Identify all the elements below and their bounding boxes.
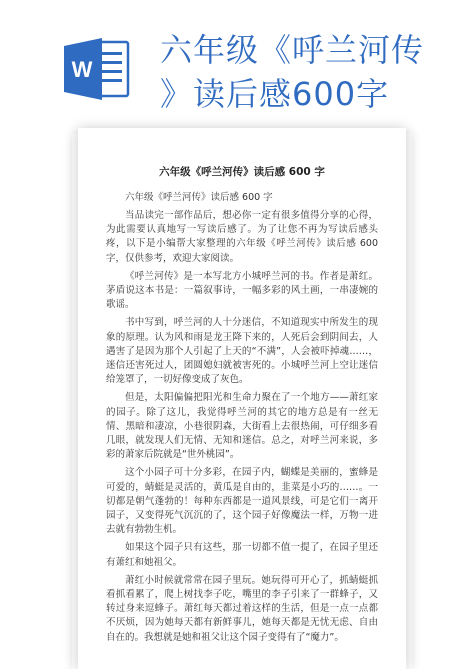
document-title: 六年级《呼兰河传》读后感 600 字 bbox=[159, 166, 325, 178]
paragraph: 这个小园子可十分多彩，在园子内，蝴蝶是美丽的，蜜蜂是可爱的，蜻蜓是灵活的，黄瓜是自由的，韭菜是小巧的……。一切都是朝气蓬勃的！每种东西都是一道风景线，可是它们一离开园子，又变得死气沉沉的了，这个园子好像魔法一样，万物一进去就有勃勃生机。 bbox=[106, 467, 378, 536]
document-subhead: 六年级《呼兰河传》读后感 600 字 bbox=[125, 192, 273, 203]
paragraph: 《呼兰河传》是一本写北方小城呼兰河的书。作者是萧红。茅盾说这本书是：一篇叙事诗，一幅多彩的风土画，一串凄婉的歌谣。 bbox=[106, 270, 378, 311]
banner-title-line-2: 》读后感600字 bbox=[160, 75, 390, 113]
paragraph: 当品读完一部作品后，想必你一定有很多值得分享的心得，为此需要认真地写一写读后感了。为了让您不再为写读后感头疼，以下是小编帮大家整理的六年级《呼兰河传》读后感 600 字，仅供参考，欢迎大家阅读。 bbox=[106, 210, 378, 264]
document-page bbox=[80, 128, 404, 669]
paragraph: 萧红小时候就常常在园子里玩。她玩得可开心了，抓蜻蜓抓看抓看累了，爬上树找李子吃，嘴里的李子引来了一群蜂子，又转过身来逗蜂子。萧红每天都过着这样的生活，但是一点一点都不厌烦，因为她每天都有新鲜事儿，她每天都是无忧无虑、自由自在的。我想就是她和祖父让这个园子变得有了“魔力”。 bbox=[106, 574, 378, 643]
paragraph: 书中写到，呼兰河的人十分迷信，不知道现实中所发生的现象的原理。认为风和雨是龙王降下来的，人死后会到阴间去，人遇害了是因为那个人引起了上天的“不满”，人会被吓掉魂……，迷信还害死过人，团圆媳妇就被害死的。小城呼兰河上空让迷信给笼罩了，一切好像变成了灰色。 bbox=[106, 317, 378, 386]
logo-letter: W bbox=[71, 57, 93, 82]
word-document-icon bbox=[62, 34, 132, 104]
banner-title-line-1: 六年级《呼兰河传 bbox=[160, 31, 425, 69]
paragraph: 但是，太阳偏偏把阳光和生命力聚在了一个地方——萧红家的园子。除了这儿，我觉得呼兰河的其它的地方总是有一丝无情、黑暗和凄凉，小巷很阴森，大街看上去很热闹，可仔细多看几眼，就发现人们无情、无知和迷信。总之，对呼兰河来说，多彩的萧家后院就是“世外桃园”。 bbox=[106, 392, 378, 461]
banner-title bbox=[160, 28, 460, 116]
paragraph: 如果这个园子只有这些，那一切都不值一提了，在园子里还有萧红和她祖父。 bbox=[106, 542, 378, 568]
header-banner bbox=[0, 0, 474, 128]
